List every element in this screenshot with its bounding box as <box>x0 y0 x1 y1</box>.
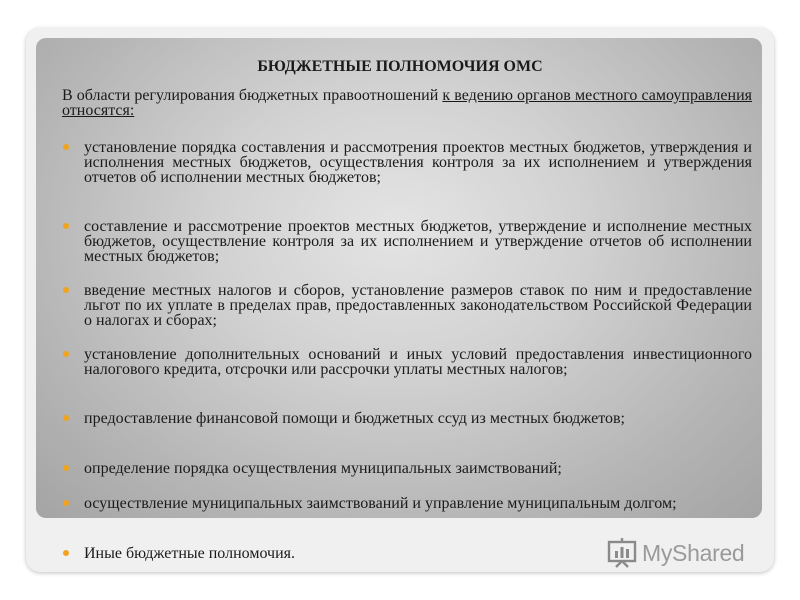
bullet-dot-icon <box>63 223 69 229</box>
bullet-dot-icon <box>63 144 69 150</box>
intro-text: В области регулирования бюджетных правоотношений <box>62 87 443 104</box>
list-item-text: определение порядка осуществления муниципальных заимствований; <box>84 460 562 477</box>
myshared-logo-icon <box>606 537 638 569</box>
bullet-dot-icon <box>63 465 69 471</box>
list-item-text: установление дополнительных оснований и иных условий предоставления инвестиционного налогового кредита, отсрочки или рассрочки уплаты местных налогов; <box>84 346 752 378</box>
list-item <box>84 283 752 328</box>
bullet-dot-icon <box>63 550 69 556</box>
list-item <box>84 140 752 185</box>
list-item <box>84 219 752 264</box>
list-item <box>84 411 752 426</box>
intro-paragraph <box>62 88 752 118</box>
list-item <box>84 347 752 377</box>
list-item-text: установление порядка составления и рассмотрения проектов местных бюджетов, утверждения и исполнения местных бюджетов, осуществления контроля за их исполнением и утверждения отчетов об исполнении местных бюджетов; <box>84 139 752 186</box>
bullet-dot-icon <box>63 287 69 293</box>
list-item-text: Иные бюджетные полномочия. <box>84 545 296 562</box>
list-item-text: составление и рассмотрение проектов местных бюджетов, утверждение и исполнение местных бюджетов, осуществление контроля за их исполнением и утверждение отчетов об исполнении местных бюджетов; <box>84 218 752 265</box>
bullet-dot-icon <box>63 351 69 357</box>
bullet-dot-icon <box>63 500 69 506</box>
list-item <box>84 461 752 476</box>
myshared-watermark <box>606 536 766 570</box>
watermark-text: MyShared <box>642 539 745 566</box>
list-item-text: предоставление финансовой помощи и бюджетных ссуд из местных бюджетов; <box>84 410 625 427</box>
bullet-dot-icon <box>63 415 69 421</box>
list-item-text: осуществление муниципальных заимствований и управление муниципальным долгом; <box>84 495 677 512</box>
slide-title: БЮДЖЕТНЫЕ ПОЛНОМОЧИЯ ОМС <box>257 58 543 75</box>
list-item <box>84 496 752 511</box>
list-item-text: введение местных налогов и сборов, установление размеров ставок по ним и предоставление льгот по их уплате в пределах прав, предоставленных законодательством Российской Федерации о налогах и сборах; <box>84 282 752 329</box>
intro-underlined-text: к ведению органов местного самоуправления относятся: <box>62 87 752 119</box>
